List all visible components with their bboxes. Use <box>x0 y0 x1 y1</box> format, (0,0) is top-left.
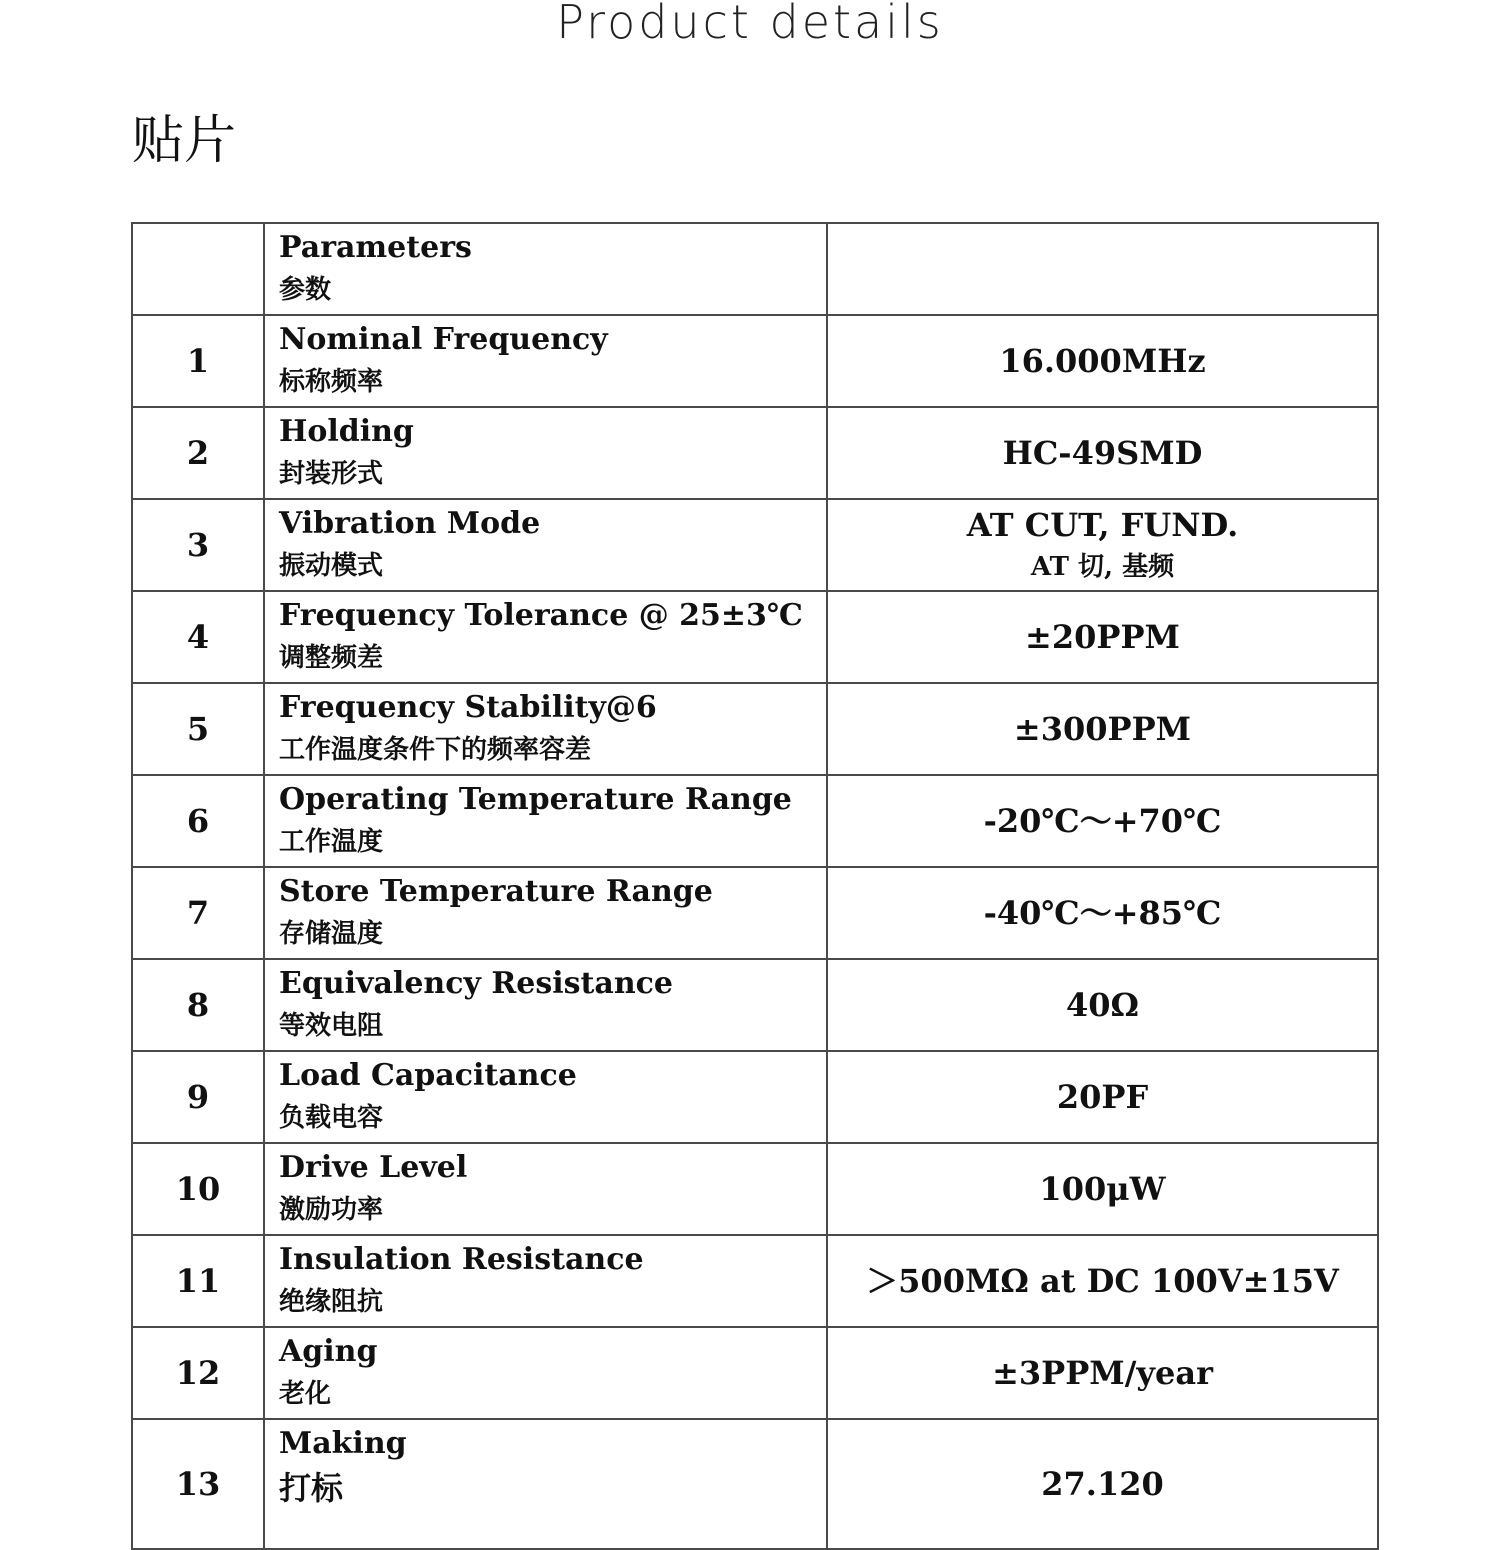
parameter-name-en: Aging <box>279 1334 378 1369</box>
parameter-name-en: Holding <box>279 414 414 449</box>
page-title: Product details <box>556 0 944 49</box>
value-text: 16.000MHz <box>999 342 1206 380</box>
parameter-name-en: Store Temperature Range <box>279 874 713 909</box>
parameter-cell <box>264 591 827 683</box>
value-cell <box>827 867 1378 959</box>
parameter-name-zh: 激励功率 <box>279 1195 384 1225</box>
table-row <box>132 1051 1378 1143</box>
header-param-en: Parameters <box>279 230 472 265</box>
value-text: ±20PPM <box>1025 618 1180 656</box>
parameter-name-en: Insulation Resistance <box>279 1242 644 1277</box>
row-number: 11 <box>132 1235 264 1327</box>
value-cell <box>827 1419 1378 1549</box>
row-number: 5 <box>132 683 264 775</box>
table-row <box>132 407 1378 499</box>
value-text: 40Ω <box>1065 986 1139 1024</box>
row-number: 3 <box>132 499 264 591</box>
table-row <box>132 683 1378 775</box>
parameter-name-zh: 工作温度 <box>279 827 384 857</box>
value-cell <box>827 1051 1378 1143</box>
value-cell <box>827 499 1378 591</box>
parameter-name-en: Nominal Frequency <box>279 322 608 357</box>
spec-table <box>131 222 1379 1550</box>
value-cell <box>827 1327 1378 1419</box>
row-number: 12 <box>132 1327 264 1419</box>
value-subtext: AT 切, 基频 <box>1030 552 1175 582</box>
parameter-cell <box>264 1327 827 1419</box>
value-cell <box>827 407 1378 499</box>
header-param-zh: 参数 <box>279 275 332 305</box>
parameter-name-zh: 负载电容 <box>279 1103 384 1133</box>
value-cell <box>827 775 1378 867</box>
parameter-name-zh: 标称频率 <box>279 367 384 397</box>
parameter-cell <box>264 1235 827 1327</box>
table-row <box>132 959 1378 1051</box>
row-number: 7 <box>132 867 264 959</box>
table-row <box>132 1235 1378 1327</box>
parameter-cell <box>264 959 827 1051</box>
parameter-name-zh: 振动模式 <box>279 551 384 581</box>
parameter-cell <box>264 775 827 867</box>
parameter-cell <box>264 683 827 775</box>
parameter-name-zh: 等效电阻 <box>279 1011 384 1041</box>
parameter-name-en: Frequency Stability@6 <box>279 690 657 725</box>
parameter-cell <box>264 407 827 499</box>
parameter-cell <box>264 1143 827 1235</box>
parameter-name-zh: 工作温度条件下的频率容差 <box>279 735 592 765</box>
row-number: 8 <box>132 959 264 1051</box>
row-number: 10 <box>132 1143 264 1235</box>
value-cell <box>827 591 1378 683</box>
value-cell <box>827 959 1378 1051</box>
value-text: ±300PPM <box>1013 710 1192 748</box>
row-number: 9 <box>132 1051 264 1143</box>
parameter-name-en: Drive Level <box>279 1150 468 1185</box>
parameter-name-zh: 老化 <box>279 1379 332 1409</box>
table-row <box>132 1143 1378 1235</box>
row-number: 6 <box>132 775 264 867</box>
section-heading: 贴片 <box>132 111 237 171</box>
parameter-name-zh: 绝缘阻抗 <box>279 1287 384 1317</box>
table-row <box>132 1419 1378 1549</box>
header-no-cell <box>132 223 264 315</box>
row-number: 2 <box>132 407 264 499</box>
parameter-name-zh: 封装形式 <box>279 459 384 489</box>
value-text: ±3PPM/year <box>992 1354 1213 1392</box>
table-row <box>132 315 1378 407</box>
value-cell <box>827 1235 1378 1327</box>
value-text: ＞500MΩ at DC 100V±15V <box>866 1262 1339 1300</box>
parameter-name-en: Frequency Tolerance @ 25±3℃ <box>279 598 803 633</box>
header-param-cell <box>264 223 827 315</box>
value-cell <box>827 683 1378 775</box>
value-text: -20℃～+70℃ <box>983 802 1222 840</box>
parameter-name-zh: 打标 <box>279 1469 344 1507</box>
table-row <box>132 591 1378 683</box>
table-header-row <box>132 223 1378 315</box>
parameter-name-en: Equivalency Resistance <box>279 966 674 1001</box>
parameter-name-zh: 调整频差 <box>279 643 384 673</box>
value-cell <box>827 315 1378 407</box>
parameter-name-zh: 存储温度 <box>279 919 384 949</box>
parameter-cell <box>264 1419 827 1549</box>
value-text: HC-49SMD <box>1002 434 1203 472</box>
parameter-name-en: Vibration Mode <box>279 506 541 541</box>
header-value-cell <box>827 223 1378 315</box>
parameter-cell <box>264 1051 827 1143</box>
parameter-cell <box>264 867 827 959</box>
row-number: 1 <box>132 315 264 407</box>
value-text: 20PF <box>1056 1078 1149 1116</box>
value-text: 27.120 <box>1041 1465 1164 1503</box>
row-number: 13 <box>132 1419 264 1549</box>
parameter-cell <box>264 315 827 407</box>
value-cell <box>827 1143 1378 1235</box>
table-row <box>132 1327 1378 1419</box>
table-row <box>132 867 1378 959</box>
parameter-name-en: Load Capacitance <box>279 1058 577 1093</box>
table-row <box>132 499 1378 591</box>
value-text: -40℃～+85℃ <box>983 894 1222 932</box>
value-text: AT CUT, FUND. <box>966 506 1239 544</box>
parameter-cell <box>264 499 827 591</box>
table-row <box>132 775 1378 867</box>
parameter-name-en: Making <box>279 1426 407 1461</box>
row-number: 4 <box>132 591 264 683</box>
value-text: 100μW <box>1039 1170 1166 1208</box>
parameter-name-en: Operating Temperature Range <box>279 782 792 817</box>
